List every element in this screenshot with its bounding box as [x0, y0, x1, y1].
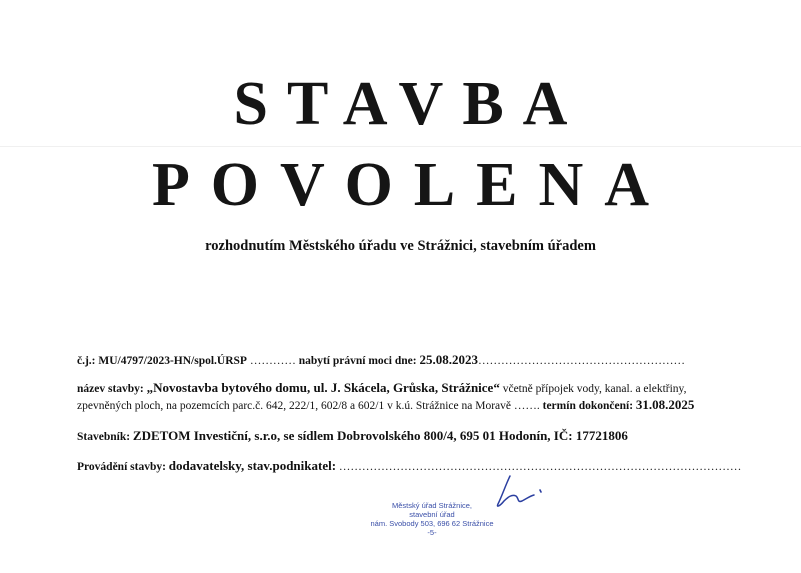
title-line-1: STAVBA: [233, 70, 587, 138]
title-line-2: POVOLENA: [151, 151, 671, 219]
ref-dots-2: ………………………………………………: [477, 355, 685, 367]
subtitle: rozhodnutím Městského úřadu ve Strážnici, stavebním úřadem: [205, 238, 596, 254]
ref-dots: …………: [249, 355, 296, 367]
office-stamp: [352, 501, 512, 537]
stamp-line-4: -5-: [427, 528, 437, 537]
reference-row: [77, 351, 747, 370]
ref-value: MU/4797/2023-HN/spol.ÚRSP: [98, 355, 247, 367]
builder-value: ZDETOM Investiční, s.r.o, se sídlem Dobrovolského 800/4, 695 01 Hodonín, IČ: 17721806: [132, 428, 628, 443]
builder-label: Stavebník:: [77, 431, 131, 443]
execution-value: dodavatelsky, stav.podnikatel:: [168, 458, 337, 473]
effective-date: 25.08.2023: [419, 352, 478, 367]
completion-date: 31.08.2025: [635, 397, 695, 412]
stamp-line-2: stavební úřad: [409, 510, 455, 519]
construction-label: název stavby:: [77, 383, 144, 395]
construction-name: „Novostavba bytového domu, ul. J. Skácela, Grůska, Strážnice“: [146, 380, 500, 395]
execution-dots: ……………………………………………………………………………………………: [338, 461, 742, 473]
ref-label: č.j.:: [77, 355, 96, 367]
construction-desc-2: zpevněných ploch, na pozemcích parc.č. 642, 222/1, 602/8 a 602/1 v k.ú. Strážnice na Moravě …….: [77, 400, 540, 412]
construction-desc-1: včetně přípojek vody, kanal. a elektřiny,: [502, 383, 687, 395]
effective-label: nabytí právní moci dne:: [298, 355, 417, 367]
execution-row: [77, 457, 747, 476]
completion-label: termín dokončení:: [542, 400, 634, 412]
stamp-line-1: Městský úřad Strážnice,: [391, 501, 473, 510]
execution-label: Provádění stavby:: [77, 461, 166, 473]
scan-artifact-line: [0, 146, 801, 147]
builder-row: [77, 427, 747, 446]
construction-row-2: [77, 396, 747, 415]
stamp-line-3: nám. Svobody 503, 696 62 Strážnice: [370, 519, 494, 528]
